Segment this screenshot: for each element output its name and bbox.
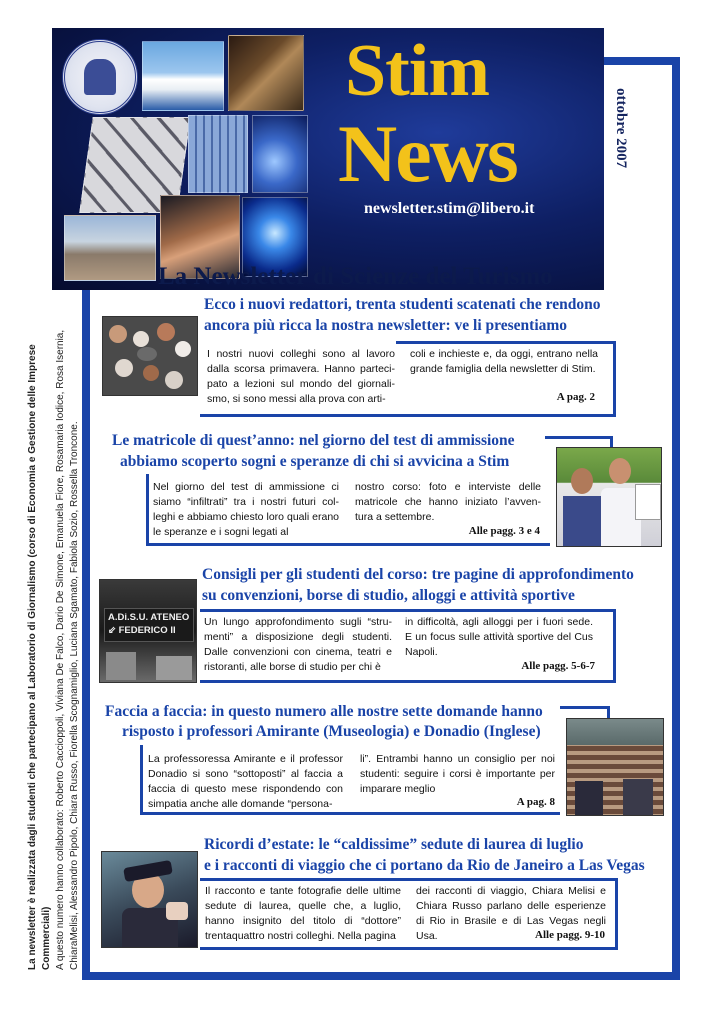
headline-4a[interactable]: Faccia a faccia: in questo numero alle nostre sette domande hanno [105, 703, 543, 720]
lecture-hall-photo [566, 718, 664, 816]
headline-3b[interactable]: su convenzioni, borse di studio, alloggi e attività sportive [202, 587, 575, 604]
sign-text-2: ⇙ FEDERICO II [108, 625, 176, 636]
students-meeting-photo [102, 316, 198, 396]
logo-stim: Stim [345, 30, 489, 112]
article-1-col-2: coli e inchieste e, da oggi, entrano nella grande famiglia della newsletter di Stim. [410, 348, 598, 375]
newsletter-email[interactable]: newsletter.stim@libero.it [364, 200, 535, 217]
article-4-col-2: li”. Entrambi hanno un consiglio per noi studenti: seguire i corsi è importante per imparare meglio [360, 753, 555, 795]
credits-line-2: A questo numero hanno collaborato: Roberto Caccioppoli, Viviana De Falco, Dario De Simone, Emanuela Fiore, Rosamaria Iodice, Rosa Isernia, [55, 329, 66, 970]
page-ref-5[interactable]: Alle pagg. 9-10 [535, 929, 605, 941]
graduate-photo [101, 851, 198, 948]
credits-line-3: ChiaraMelisi, Alessandro Pipolo, Chiara Russo, Fiorella Scognamiglio, Luciana Sgamato, Fabiola Sozio, Rossella Troncone. [69, 421, 80, 970]
seal-center [84, 59, 116, 95]
masthead-photo-collage [60, 35, 310, 283]
rule-4-bottom [140, 812, 560, 815]
article-4-col-1: La professoressa Amirante e il professor Donadio si sono “sottoposti” al faccia a faccia di questo mese rispondendo con simpatia anche alle domande “persona- [148, 753, 343, 810]
rule-1-top [396, 341, 616, 344]
headline-3a[interactable]: Consigli per gli studenti del corso: tre pagine di approfondimento [202, 566, 634, 583]
article-3-col-2: in difficoltà, agli alloggi per i fuori sede. E un focus sulle attività sportive del Cus Napoli. [405, 616, 593, 658]
headline-4b[interactable]: risposto i professori Amirante (Museologia) e Donadio (Inglese) [122, 723, 541, 740]
page-ref-2[interactable]: Alle pagg. 3 e 4 [468, 525, 540, 537]
page-ref-3[interactable]: Alle pagg. 5-6-7 [521, 660, 595, 672]
rule-1-bottom [200, 414, 616, 417]
rule-3-right [613, 609, 616, 683]
headline-2b[interactable]: abbiamo scoperto sogni e speranze di chi si avvicina a Stim [120, 453, 510, 470]
rule-3-top [200, 609, 616, 612]
page-ref-4[interactable]: A pag. 8 [516, 796, 555, 808]
headline-5b[interactable]: e i racconti di viaggio che ci portano da Rio de Janeiro a Las Vegas [204, 857, 645, 874]
cruise-ship-photo [142, 41, 224, 111]
rule-4-top [560, 706, 610, 709]
rule-5-bottom [200, 947, 618, 950]
glass-building-photo [188, 115, 248, 193]
rule-3-bottom [200, 680, 616, 683]
issue-date: ottobre 2007 [613, 88, 629, 169]
newsletter-subtitle: La Newsletter di Scienze del Turismo [158, 263, 553, 290]
headline-5a[interactable]: Ricordi d’estate: le “caldissime” sedute di laurea di luglio [204, 836, 584, 853]
article-3-col-1: Un lungo approfondimento sugli “stru-menti” a disposizione degli studenti. Dalle convenzioni con cinema, teatri e ristoranti, alle borse di studio per chi è [204, 616, 392, 673]
page-ref-1[interactable]: A pag. 2 [556, 391, 595, 403]
city-photo [64, 215, 156, 281]
abstract-photo [252, 115, 308, 193]
rule-4-left [140, 745, 143, 815]
article-2-col-2: nostro corso: foto e interviste delle matricole che hanno iniziato l’avven-tura a settembre. [355, 481, 541, 523]
adisu-sign-photo [99, 579, 197, 683]
headline-1b[interactable]: ancora più ricca la nostra newsletter: ve li presentiamo [204, 317, 568, 334]
headline-1a[interactable]: Ecco i nuovi redattori, trenta studenti scatenati che rendono [204, 296, 601, 313]
credits-line-1: La newsletter è realizzata dagli studenti che partecipano al Laboratorio di Giornalismo (corso di Economia e Gestione delle Imprese Commerciali) [27, 344, 52, 970]
article-2-col-1: Nel giorno del test di ammissione ci siamo “infiltrati” tra i nostri futuri col-leghi e abbiamo chiesto loro quali erano le speranze e i sogni legati al [153, 481, 339, 538]
credits-vertical [26, 300, 82, 970]
article-5-col-2: dei racconti di viaggio, Chiara Melisi e Chiara Russo parlano delle esperienze di Rio in Brasile e di Las Vegas negli Usa. [416, 885, 606, 942]
rule-1-right [613, 341, 616, 417]
logo-news: News [338, 108, 517, 199]
sign-text-1: A.Di.S.U. ATENEO [108, 612, 190, 623]
rule-5-right [615, 878, 618, 950]
rule-5-top [200, 878, 618, 881]
rule-2-bottom [146, 543, 550, 546]
rule-2-left [146, 474, 149, 546]
rule-2-top [545, 436, 613, 439]
freshmen-photo [556, 447, 662, 547]
headline-2a[interactable]: Le matricole di quest’anno: nel giorno del test di ammissione [112, 432, 515, 449]
rule-4-right-stub [607, 706, 610, 718]
article-1-col-1: I nostri nuovi colleghi sono al lavoro dalla scorsa primavera. Hanno parteci-pato a lezioni sul mondo del giornali-smo, si sono messi alla prova con arti- [207, 348, 395, 405]
article-5-col-1: Il racconto e tante fotografie delle ultime sedute di laurea, quelle che, a luglio, hanno insignito del titolo di “dottore” trentaquattro nostri colleghi. Nella pagina [205, 885, 401, 942]
building-photo [228, 35, 304, 111]
